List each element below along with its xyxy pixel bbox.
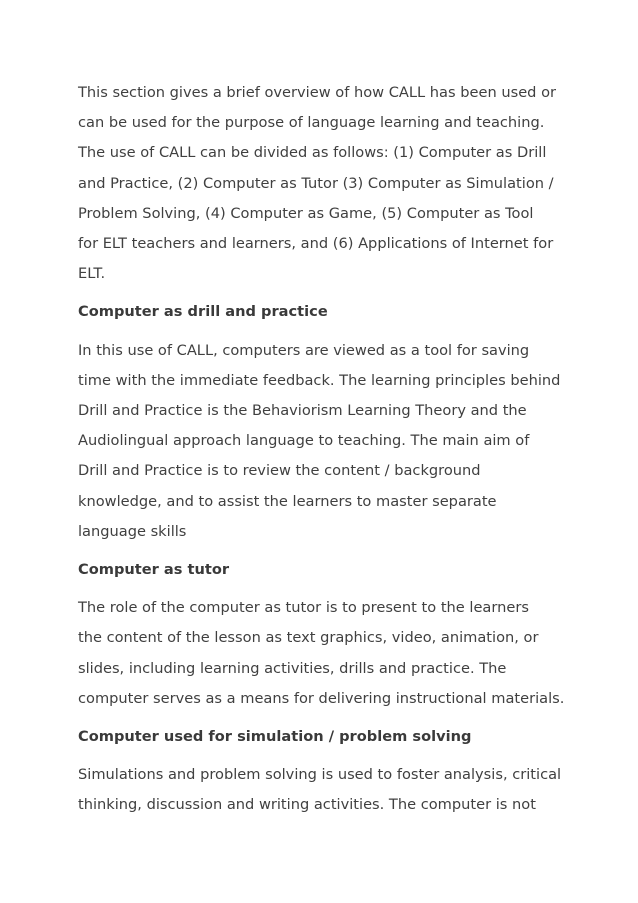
text-line: and Practice, (2) Computer as Tutor (3) Computer as Simulation / xyxy=(78,174,554,192)
text-line: Drill and Practice is the Behaviorism Learning Theory and the xyxy=(78,402,527,420)
text-line: ELT. xyxy=(78,265,106,283)
paragraph-tutor xyxy=(78,593,570,714)
text-line: Audiolingual approach language to teaching. The main aim of xyxy=(78,432,530,450)
paragraph-simulation-problem-solving xyxy=(78,760,570,820)
heading-simulation-problem-solving: Computer used for simulation / problem solving xyxy=(78,728,472,746)
text-line: slides, including learning activities, drills and practice. The xyxy=(78,659,507,677)
document-page xyxy=(78,78,570,829)
text-line: Simulations and problem solving is used to foster analysis, critical xyxy=(78,766,562,784)
text-line: time with the immediate feedback. The learning principles behind xyxy=(78,371,561,389)
text-line: knowledge, and to assist the learners to master separate xyxy=(78,492,497,510)
paragraph-drill-and-practice xyxy=(78,336,570,547)
text-line: thinking, discussion and writing activities. The computer is not xyxy=(78,796,536,814)
text-line: The role of the computer as tutor is to present to the learners xyxy=(78,599,529,617)
text-line: Drill and Practice is to review the content / background xyxy=(78,462,481,480)
text-line: the content of the lesson as text graphics, video, animation, or xyxy=(78,629,539,647)
text-line: This section gives a brief overview of how CALL has been used or xyxy=(78,84,557,101)
text-line: can be used for the purpose of language learning and teaching. xyxy=(78,114,545,132)
text-line: Problem Solving, (4) Computer as Game, (5) Computer as Tool xyxy=(78,204,534,222)
text-line: language skills xyxy=(78,522,187,540)
heading-drill-and-practice: Computer as drill and practice xyxy=(78,303,328,321)
heading-tutor: Computer as tutor xyxy=(78,561,230,579)
text-line: The use of CALL can be divided as follows: (1) Computer as Drill xyxy=(78,144,547,162)
text-line: computer serves as a means for delivering instructional materials. xyxy=(78,689,565,707)
paragraph-intro xyxy=(78,78,570,289)
text-line: In this use of CALL, computers are viewed as a tool for saving xyxy=(78,341,530,359)
text-line: for ELT teachers and learners, and (6) Applications of Internet for xyxy=(78,235,554,253)
